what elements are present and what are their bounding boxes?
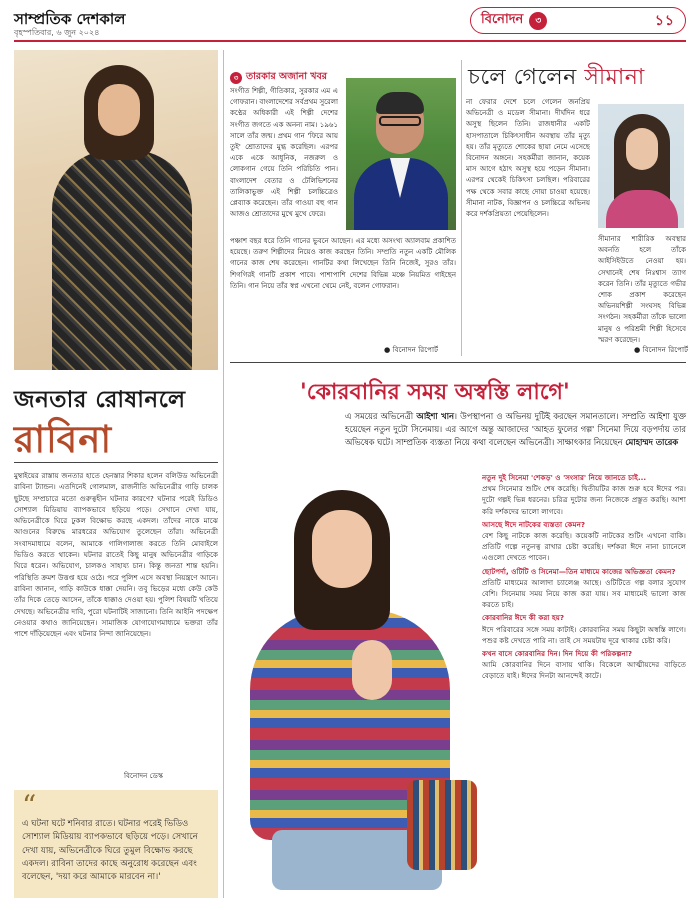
intro-reporter: মোহাম্মদ তারেক — [625, 437, 679, 447]
tarkar-byline: ● বিনোদন রিপোর্ট — [380, 345, 438, 357]
qa-question: কোরবানির ঈদে কী করা হয়? — [482, 613, 565, 623]
qa-answer: প্রথম সিনেমার শুটিং শেষ করেছি। দ্বিতীয়টির কাজ শুরু হবে ঈদের পর। দুটো গল্পই ভিন্ন ধরনের। চরিত্র দুটোর জন্য নিজেকে প্রস্তুত করছি। আশা করি দর্শকদের ভালো লাগবে। — [482, 484, 686, 516]
column-divider — [223, 50, 224, 898]
rabina-article-body: মুম্বাইয়ের রাস্তায় জনতার হাতে হেনস্তার শিকার হলেন বলিউড অভিনেত্রী রাবিনা ট্যান্ডন। এতদিনেই গোলমাল, রাজনীতি অভিনেত্রীর গাড়ি চালক ছুটছে সম্প্রচারে মতো গুরুত্বহীন ঘটনার কারণে? ঘটনার পরেই ডিডিও সোশ্যাল মিডিয়ায় ব্যাপকভাবে ছড়িয়ে পড়ে। সেখানে দেখা যায়, অভিনেত্রীকে ঘিরে ঢুকল বিক্ষোভ করছে একদল। তাঁদের নাকে মাঝে আগুনের বিরুদ্ধে মারধরের অভিযোগ তুলেছেন তাঁরা। অভিনেত্রী সংবাদমাধ্যমে বলেন, আমাকে গালিগালাজ করতে তিনি মোবাইলে ভিডিও করতে থাকেন। ঘটনার রাতেই কিছু মানুষ অভিনেত্রীর গাড়িকে ঘিরে ধরেন। অভিযোগ, চালকও সাহায্য চান। কিন্তু জনতা শান্ত হয়নি। পরিস্থিতি ক্রমশ উত্তপ্ত হয়ে ওঠে। পরে পুলিশ এসে অবস্থা নিয়ন্ত্রণে আনে। রাবিনা জানান, গাড়ি কাউকে ধাক্কা দেয়নি। তবু ভিড়ের মধ্যে কেউ কেউ তাঁর দিকে তেড়ে আসেন, তাঁকে ধাক্কাও দেওয়া হয়। পুলিশ বিষয়টি খতিয়ে দেখছে। অভিনেত্রীর দাবি, পুরো ঘটনাটিই সাজানো। তিনি আইনি পদক্ষেপ নেওয়ার কথাও জানিয়েছেন। সামাজিক যোগাযোগমাধ্যমে ভক্তরা তাঁর পাশে দাঁড়িয়েছেন এবং ঘটনার নিন্দা জানিয়েছেন। — [14, 471, 218, 639]
headline-prefix: চলে গেলেন — [468, 65, 577, 90]
section-badge — [470, 7, 686, 34]
page-number: ১১ — [654, 12, 675, 29]
dateline: বৃহস্পতিবার, ৬ জুন ২০২৪ — [14, 28, 100, 37]
qa-question: কখন বাসে কোরবানির দিন। দিন দিয়ে কী পরিকল্পনা? — [482, 649, 633, 659]
qa-question: নতুন দুই সিনেমা 'শেকড়' ও 'সংসার' নিয়ে জানতে চাই... — [482, 473, 647, 482]
interview-qa — [482, 470, 686, 890]
rabina-byline: বিনোদন ডেস্ক — [120, 771, 163, 783]
simana-article-col1: না ফেরার দেশে চলে গেলেন জনপ্রিয় অভিনেত্রী ও মডেল সীমানা। দীর্ঘদিন ধরে অসুস্থ ছিলেন তিনি। রাজধানীর একটি হাসপাতালে চিকিৎসাধীন অবস্থায় তাঁর মৃত্যু হয়। তাঁর মৃত্যুতে শোকের ছায়া নেমে এসেছে বিনোদন অঙ্গনে। সহকর্মীরা জানান, কয়েক মাস আগে হঠাৎ অসুস্থ হয়ে পড়েন সীমানা। এরপর থেকেই চিকিৎসা চলছিল। পরিবারের পক্ষ থেকে সবার কাছে দোয়া চাওয়া হয়েছে। সীমানা নাটক, বিজ্ঞাপন ও চলচ্চিত্রে অভিনয় করে দর্শকপ্রিয়তা পেয়েছিলেন। — [466, 98, 590, 219]
quote-icon: “ — [22, 789, 37, 822]
hair-shape — [376, 92, 424, 114]
singer-portrait-photo — [346, 78, 456, 230]
intro-text: এ সময়ের অভিনেত্রী — [345, 411, 417, 421]
intro-text: । উপস্থাপনা ও অভিনয় দুটিই করছেন সমানতালে। সম্প্রতি আইশা যুক্ত হয়েছেন নতুন দুটো সিনেমায়। এর আগে অন্তু আজাদের 'আহত ফুলের গল্প' সিনেমা দিয়ে বড়পর্দায় তার অভিষেক ঘটে। সাম্প্রতিক ব্যস্ততা নিয়ে কথা বলেছেন অভিনেত্রী। সাক্ষাৎকার নিয়েছেন — [345, 411, 686, 447]
header-rule — [14, 40, 686, 42]
masthead: সাম্প্রতিক দেশকাল — [14, 10, 126, 28]
section-name: বিনোদন — [481, 12, 524, 27]
qa-answer: প্রতিটি মাধ্যমের আলাদা চ্যালেঞ্জ আছে। ওটিটিতে গল্প বলার সুযোগ বেশি। সিনেমায় সময় নিয়ে কাজ করা যায়। সব মাধ্যমেই ভালো কাজ করতে চাই। — [482, 577, 686, 610]
tarkar-kicker — [230, 70, 327, 85]
qa-answer: ঈদে পরিবারের সঙ্গে সময় কাটাই। কোরবানির সময় কিছুটা অস্বস্তি লাগে। পশুর কষ্ট দেখতে পারি না। তাই সে সময়টায় দূরে থাকার চেষ্টা করি। — [482, 624, 686, 645]
section-logo-icon: ৩ — [529, 12, 547, 30]
qa-question: ছোটপর্দা, ওটিটি ও সিনেমা—তিন মাধ্যমে কাজের অভিজ্ঞতা কেমন? — [482, 566, 676, 576]
rabina-headline: জনতার রোষানলে — [14, 387, 186, 413]
saree-figure — [52, 150, 192, 370]
page-header — [0, 0, 700, 44]
face-shape — [312, 510, 372, 588]
pullquote-text: এ ঘটনা ঘটে শনিবার রাতে। ঘটনার পরেই ভিডিও সোশ্যাল মিডিয়ায় ব্যাপকভাবে ছড়িয়ে পড়ে। সেখানে দেখা যায়, অভিনেত্রীকে ঘিরে তুমুল বিক্ষোভ করছে একদল। রাবিনা তাদের কাছে অনুরোধ করেছেন এবং বলেছেন, 'দয়া করে আমাকে মারবেন না।' — [22, 819, 198, 883]
kicker-number-icon: ৩ — [230, 72, 242, 84]
rabina-pullquote — [14, 790, 218, 898]
actress-interview-photo — [232, 470, 482, 890]
simana-article-col2: সীমানার শারীরিক অবস্থার অবনতি হলে তাঁকে আইসিইউতে নেওয়া হয়। সেখানেই শেষ নিঃশ্বাস ত্যাগ করেন তিনি। তাঁর মৃত্যুতে গভীর শোক প্রকাশ করেছেন অভিনয়শিল্পী সংঘসহ বিভিন্ন সংগঠন। সহকর্মীরা তাঁকে ভালো মানুষ ও পরিশ্রমী শিল্পী হিসেবে স্মরণ করেছেন। — [598, 235, 686, 344]
rabina-portrait-photo — [14, 50, 218, 370]
qa-answer: আমি কোরবানির দিনে বাসায় থাকি। বিকেলে আত্মীয়দের বাড়িতে বেড়াতে যাই। ঈদের দিনটা আনন্দেই কাটে। — [482, 660, 686, 681]
byline-text: বিনোদন রিপোর্ট — [642, 345, 689, 354]
kicker-label: তারকার অজানা খবর — [246, 71, 328, 82]
tarkar-article-col1: সংগীত শিল্পী, গীতিকার, সুরকার এম এ গোফরান। বাংলাদেশের সর্বপ্রথম সুরেলা কণ্ঠের অধিকারী এই শিল্পী দেশের সংগীত জগতে এক অনন্য নাম। ১৯৬১ সালে তাঁর জন্ম। প্রথম গান 'ফিরে আয় তুই' শ্রোতাদের মুগ্ধ করেছিল। এরপর একে একে আধুনিক, নজরুল ও লোকগান গেয়ে তিনি পরিচিতি পান। বাংলাদেশ বেতার ও টেলিভিশনের তালিকাভুক্ত এই শিল্পী চলচ্চিত্রেও প্লেব্যাক করেছেন। তাঁর গাওয়া বহু গান আজও শ্রোতাদের মুখে মুখে ফেরে। — [230, 87, 338, 219]
interview-headline: 'কোরবানির সময় অস্বস্তি লাগে' — [300, 380, 570, 405]
simana-byline: ● বিনোদন রিপোর্ট — [630, 345, 688, 357]
byline-text: বিনোদন রিপোর্ট — [392, 345, 439, 354]
qa-answer: বেশ কিছু নাটকে কাজ করেছি। কয়েকটি নাটকের শুটিং এখনো বাকি। প্রতিটি গল্পে নতুনত্ব রাখার চেষ্টা করেছি। দর্শকরা ঈদে নানা চ্যানেলে এগুলো দেখতে পাবেন। — [482, 531, 686, 563]
handbag-shape — [407, 780, 477, 870]
section-divider — [230, 362, 686, 363]
rabina-headline-name: রাবিনা — [14, 418, 113, 461]
tarkar-article-col2: পঞ্চাশ বছর ধরে তিনি গানের ভুবনে আছেন। এর মধ্যে অসংখ্য অ্যালবাম প্রকাশিত হয়েছে। তরুণ শিল্পীদের নিয়েও কাজ করছেন তিনি। সম্প্রতি নতুন একটি মৌলিক গানের কাজ শেষ করেছেন। গানটির কথা লিখেছেন তিনি নিজেই, সুরও তাঁর। শিগগিরই গানটি প্রকাশ পাবে। পাশাপাশি দেশের বিভিন্ন মঞ্চে নিয়মিত গাইছেন তিনি। গান নিয়ে তাঁর স্বপ্ন এখনো থেমে নেই, বলেন গোফরান। — [230, 237, 456, 290]
face-shape — [98, 84, 140, 136]
hand-shape — [352, 640, 392, 700]
actress-portrait-photo — [598, 104, 684, 228]
headline-name: সীমানা — [584, 65, 645, 90]
interview-intro — [345, 410, 686, 449]
face-shape — [626, 128, 658, 170]
glasses-shape — [379, 116, 421, 126]
qa-question: আসছে ঈদে নাটকের ব্যস্ততা কেমন? — [482, 519, 586, 529]
divider — [14, 462, 218, 463]
simana-headline — [468, 60, 686, 97]
intro-name: আইশা খান — [416, 411, 454, 421]
column-divider — [461, 60, 462, 356]
